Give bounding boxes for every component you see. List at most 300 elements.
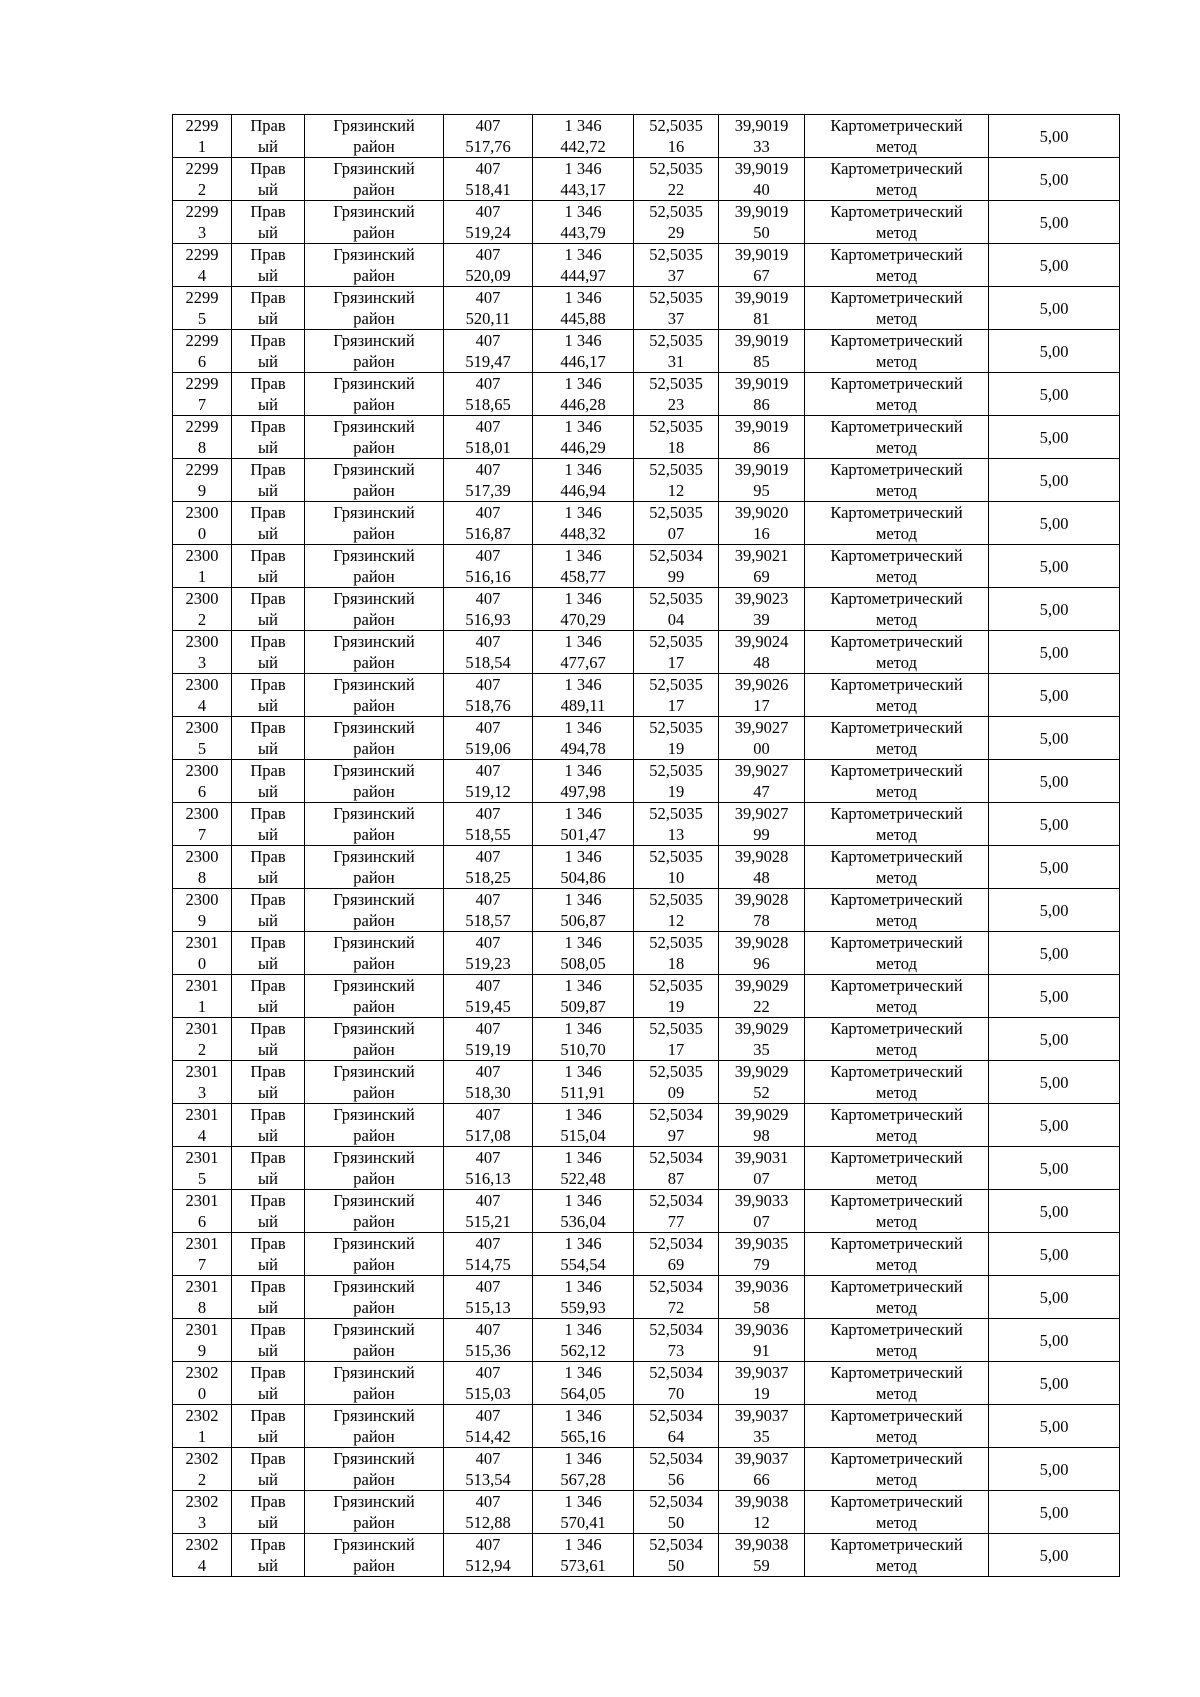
method-cell: [805, 1276, 989, 1319]
side-cell-line: ый: [258, 137, 278, 156]
district-cell-line: Грязинский: [333, 804, 415, 823]
latitude-cell-line: 37: [667, 266, 685, 285]
accuracy-cell: 5,00: [989, 674, 1120, 717]
point-number-cell: [173, 975, 232, 1018]
point-number-cell-line: 2302: [185, 1363, 219, 1382]
point-number-cell-line: 2301: [185, 1191, 219, 1210]
latitude-cell-line: 52,5035: [649, 847, 703, 866]
method-cell-line: метод: [876, 739, 917, 758]
coord-y-cell: [533, 1147, 634, 1190]
point-number-cell: [173, 545, 232, 588]
method-cell-line: метод: [876, 1169, 917, 1188]
side-cell: [232, 373, 305, 416]
longitude-cell: [719, 932, 805, 975]
coord-y-cell: [533, 1448, 634, 1491]
coord-y-cell: [533, 287, 634, 330]
coord-y-cell-line: 489,11: [560, 696, 606, 715]
method-cell-line: метод: [876, 1040, 917, 1059]
table-row: [173, 459, 1120, 502]
coord-y-cell-line: 1 346: [564, 589, 602, 608]
latitude-cell: [634, 1448, 719, 1491]
coord-y-cell-line: 508,05: [560, 954, 606, 973]
point-number-cell: [173, 1276, 232, 1319]
district-cell-line: район: [353, 954, 395, 973]
district-cell-line: Грязинский: [333, 675, 415, 694]
method-cell-line: Картометрический: [830, 1449, 963, 1468]
longitude-cell-line: 35: [753, 1040, 770, 1059]
method-cell-line: Картометрический: [830, 1535, 963, 1554]
coord-y-cell: [533, 631, 634, 674]
side-cell: [232, 1018, 305, 1061]
coord-y-cell: [533, 416, 634, 459]
district-cell: [305, 1147, 444, 1190]
district-cell-line: Грязинский: [333, 1492, 415, 1511]
point-number-cell: [173, 502, 232, 545]
coord-x-cell: [444, 1147, 533, 1190]
latitude-cell: [634, 1104, 719, 1147]
method-cell-line: Картометрический: [830, 503, 963, 522]
district-cell-line: Грязинский: [333, 1105, 415, 1124]
district-cell-line: район: [353, 352, 395, 371]
point-number-cell-line: 2299: [185, 460, 219, 479]
accuracy-cell: 5,00: [989, 201, 1120, 244]
side-cell-line: Прав: [250, 761, 286, 780]
point-number-cell-line: 9: [197, 481, 207, 500]
point-number-cell-line: 2300: [185, 804, 219, 823]
side-cell-line: Прав: [250, 675, 286, 694]
coord-x-cell-line: 407: [475, 245, 501, 264]
coord-y-cell: [533, 846, 634, 889]
coord-x-cell-line: 519,24: [465, 223, 511, 242]
coord-y-cell: [533, 502, 634, 545]
coord-y-cell-line: 1 346: [564, 718, 602, 737]
district-cell: [305, 502, 444, 545]
table-row: [173, 803, 1120, 846]
side-cell: [232, 459, 305, 502]
point-number-cell-line: 3: [197, 223, 207, 242]
district-cell-line: район: [353, 997, 395, 1016]
latitude-cell-line: 52,5034: [649, 1234, 703, 1253]
district-cell: [305, 1534, 444, 1577]
accuracy-cell: 5,00: [989, 1319, 1120, 1362]
point-number-cell-line: 0: [197, 954, 207, 973]
latitude-cell-line: 29: [667, 223, 685, 242]
accuracy-cell: 5,00: [989, 1104, 1120, 1147]
coord-y-cell: [533, 115, 634, 158]
district-cell: [305, 244, 444, 287]
coord-x-cell-line: 407: [475, 675, 501, 694]
longitude-cell-line: 16: [753, 524, 770, 543]
district-cell: [305, 932, 444, 975]
district-cell-line: Грязинский: [333, 460, 415, 479]
coord-y-cell-line: 510,70: [560, 1040, 606, 1059]
side-cell: [232, 1534, 305, 1577]
district-cell-line: район: [353, 180, 395, 199]
side-cell-line: Прав: [250, 1148, 286, 1167]
latitude-cell-line: 52,5034: [649, 1492, 703, 1511]
coord-y-cell: [533, 588, 634, 631]
point-number-cell: [173, 1018, 232, 1061]
side-cell-line: ый: [258, 352, 278, 371]
point-number-cell: [173, 932, 232, 975]
longitude-cell-line: 48: [753, 868, 770, 887]
side-cell-line: Прав: [250, 1277, 286, 1296]
method-cell: [805, 631, 989, 674]
method-cell-line: метод: [876, 1298, 917, 1317]
accuracy-cell: 5,00: [989, 1190, 1120, 1233]
point-number-cell-line: 0: [197, 524, 207, 543]
district-cell: [305, 1061, 444, 1104]
method-cell-line: Картометрический: [830, 460, 963, 479]
side-cell: [232, 846, 305, 889]
accuracy-cell: 5,00: [989, 803, 1120, 846]
coord-x-cell-line: 407: [475, 890, 501, 909]
latitude-cell-line: 52,5034: [649, 1148, 703, 1167]
boundary-points-table: [172, 114, 1120, 1577]
side-cell-line: Прав: [250, 417, 286, 436]
point-number-cell-line: 2301: [185, 1148, 219, 1167]
district-cell: [305, 416, 444, 459]
longitude-cell: [719, 1104, 805, 1147]
latitude-cell-line: 64: [667, 1427, 685, 1446]
side-cell: [232, 330, 305, 373]
district-cell-line: район: [353, 1255, 395, 1274]
point-number-cell: [173, 330, 232, 373]
method-cell-line: Картометрический: [830, 245, 963, 264]
side-cell-line: ый: [258, 309, 278, 328]
district-cell: [305, 674, 444, 717]
longitude-cell: [719, 588, 805, 631]
longitude-cell: [719, 631, 805, 674]
side-cell: [232, 545, 305, 588]
district-cell-line: Грязинский: [333, 159, 415, 178]
coord-y-cell-line: 1 346: [564, 202, 602, 221]
accuracy-cell: 5,00: [989, 889, 1120, 932]
point-number-cell-line: 2301: [185, 976, 219, 995]
coord-x-cell-line: 407: [475, 288, 501, 307]
side-cell-line: Прав: [250, 1449, 286, 1468]
district-cell: [305, 588, 444, 631]
method-cell: [805, 1104, 989, 1147]
point-number-cell: [173, 416, 232, 459]
coord-x-cell: [444, 1276, 533, 1319]
district-cell: [305, 1104, 444, 1147]
accuracy-cell: 5,00: [989, 1448, 1120, 1491]
longitude-cell-line: 66: [753, 1470, 770, 1489]
accuracy-cell: 5,00: [989, 373, 1120, 416]
method-cell-line: Картометрический: [830, 761, 963, 780]
longitude-cell: [719, 1319, 805, 1362]
coord-y-cell-line: 1 346: [564, 675, 602, 694]
coord-x-cell: [444, 201, 533, 244]
district-cell-line: Грязинский: [333, 1191, 415, 1210]
side-cell: [232, 1104, 305, 1147]
coord-y-cell-line: 446,17: [560, 352, 606, 371]
coord-x-cell-line: 518,41: [465, 180, 511, 199]
side-cell-line: Прав: [250, 159, 286, 178]
coord-x-cell-line: 518,57: [465, 911, 511, 930]
method-cell-line: метод: [876, 266, 917, 285]
coord-y-cell: [533, 932, 634, 975]
coord-x-cell-line: 519,12: [465, 782, 511, 801]
latitude-cell-line: 70: [667, 1384, 685, 1403]
district-cell: [305, 1491, 444, 1534]
longitude-cell-line: 39,9028: [734, 933, 789, 952]
table-row: [173, 330, 1120, 373]
latitude-cell: [634, 1362, 719, 1405]
coord-x-cell: [444, 1405, 533, 1448]
longitude-cell-line: 39,9019: [734, 417, 789, 436]
coord-x-cell-line: 407: [475, 804, 501, 823]
latitude-cell-line: 12: [667, 911, 685, 930]
table-row: [173, 1190, 1120, 1233]
district-cell-line: район: [353, 782, 395, 801]
table-row: [173, 975, 1120, 1018]
coord-y-cell: [533, 545, 634, 588]
latitude-cell-line: 31: [667, 352, 685, 371]
district-cell-line: Грязинский: [333, 1019, 415, 1038]
coord-y-cell-line: 1 346: [564, 245, 602, 264]
coord-y-cell: [533, 459, 634, 502]
method-cell: [805, 244, 989, 287]
method-cell-line: Картометрический: [830, 933, 963, 952]
latitude-cell-line: 52,5035: [649, 675, 703, 694]
side-cell: [232, 1190, 305, 1233]
coord-x-cell: [444, 975, 533, 1018]
coord-x-cell: [444, 1362, 533, 1405]
accuracy-cell: 5,00: [989, 631, 1120, 674]
point-number-cell-line: 2300: [185, 847, 219, 866]
longitude-cell: [719, 1276, 805, 1319]
latitude-cell-line: 97: [667, 1126, 685, 1145]
coord-x-cell-line: 407: [475, 1105, 501, 1124]
coord-x-cell: [444, 244, 533, 287]
latitude-cell: [634, 631, 719, 674]
side-cell-line: ый: [258, 653, 278, 672]
longitude-cell: [719, 545, 805, 588]
coord-y-cell-line: 1 346: [564, 546, 602, 565]
latitude-cell-line: 73: [667, 1341, 685, 1360]
longitude-cell-line: 17: [753, 696, 770, 715]
coord-y-cell-line: 559,93: [560, 1298, 606, 1317]
point-number-cell: [173, 1534, 232, 1577]
method-cell-line: метод: [876, 567, 917, 586]
coord-x-cell: [444, 631, 533, 674]
district-cell-line: Грязинский: [333, 1406, 415, 1425]
latitude-cell-line: 50: [667, 1513, 685, 1532]
method-cell-line: Картометрический: [830, 417, 963, 436]
coord-x-cell-line: 407: [475, 632, 501, 651]
coord-x-cell-line: 518,76: [465, 696, 511, 715]
method-cell: [805, 760, 989, 803]
longitude-cell-line: 96: [753, 954, 770, 973]
point-number-cell: [173, 588, 232, 631]
coord-y-cell-line: 497,98: [560, 782, 606, 801]
district-cell-line: Грязинский: [333, 331, 415, 350]
point-number-cell: [173, 1448, 232, 1491]
longitude-cell: [719, 244, 805, 287]
longitude-cell-line: 67: [753, 266, 770, 285]
coord-y-cell-line: 446,94: [560, 481, 606, 500]
latitude-cell-line: 19: [667, 739, 685, 758]
coord-y-cell-line: 1 346: [564, 1019, 602, 1038]
longitude-cell-line: 39,9038: [734, 1535, 789, 1554]
coord-y-cell: [533, 1276, 634, 1319]
latitude-cell-line: 52,5035: [649, 159, 703, 178]
side-cell-line: ый: [258, 180, 278, 199]
longitude-cell-line: 33: [753, 137, 770, 156]
table-row: [173, 1147, 1120, 1190]
district-cell-line: Грязинский: [333, 1062, 415, 1081]
coord-x-cell-line: 512,94: [465, 1556, 511, 1575]
method-cell-line: Картометрический: [830, 331, 963, 350]
coord-x-cell-line: 407: [475, 331, 501, 350]
district-cell-line: Грязинский: [333, 1277, 415, 1296]
accuracy-cell: 5,00: [989, 1362, 1120, 1405]
latitude-cell-line: 52,5034: [649, 546, 703, 565]
point-number-cell-line: 6: [197, 1212, 207, 1231]
latitude-cell-line: 52,5034: [649, 1320, 703, 1339]
coord-y-cell-line: 1 346: [564, 1492, 602, 1511]
side-cell: [232, 1448, 305, 1491]
method-cell-line: Картометрический: [830, 890, 963, 909]
latitude-cell: [634, 932, 719, 975]
point-number-cell-line: 6: [197, 352, 207, 371]
district-cell-line: Грязинский: [333, 1148, 415, 1167]
latitude-cell-line: 12: [667, 481, 685, 500]
district-cell: [305, 115, 444, 158]
point-number-cell-line: 2301: [185, 1062, 219, 1081]
method-cell: [805, 545, 989, 588]
point-number-cell: [173, 201, 232, 244]
point-number-cell-line: 2: [197, 610, 207, 629]
side-cell-line: Прав: [250, 1105, 286, 1124]
coord-x-cell: [444, 115, 533, 158]
coord-x-cell-line: 407: [475, 1320, 501, 1339]
coord-x-cell-line: 407: [475, 417, 501, 436]
point-number-cell: [173, 1491, 232, 1534]
district-cell-line: район: [353, 825, 395, 844]
latitude-cell-line: 17: [667, 1040, 685, 1059]
accuracy-cell: 5,00: [989, 158, 1120, 201]
latitude-cell-line: 07: [667, 524, 685, 543]
point-number-cell-line: 2: [197, 180, 207, 199]
coord-x-cell: [444, 1190, 533, 1233]
point-number-cell-line: 1: [197, 137, 207, 156]
side-cell: [232, 502, 305, 545]
coord-y-cell-line: 494,78: [560, 739, 606, 758]
latitude-cell: [634, 244, 719, 287]
district-cell-line: район: [353, 524, 395, 543]
coord-y-cell-line: 470,29: [560, 610, 606, 629]
point-number-cell-line: 3: [197, 1513, 207, 1532]
coord-y-cell-line: 1 346: [564, 288, 602, 307]
coord-y-cell-line: 1 346: [564, 331, 602, 350]
coord-x-cell-line: 407: [475, 460, 501, 479]
district-cell-line: Грязинский: [333, 718, 415, 737]
accuracy-cell: 5,00: [989, 1405, 1120, 1448]
district-cell: [305, 459, 444, 502]
longitude-cell-line: 39,9019: [734, 116, 789, 135]
coord-x-cell: [444, 803, 533, 846]
method-cell-line: метод: [876, 911, 917, 930]
coord-y-cell-line: 564,05: [560, 1384, 606, 1403]
coord-y-cell-line: 522,48: [560, 1169, 606, 1188]
longitude-cell-line: 40: [753, 180, 770, 199]
side-cell: [232, 1491, 305, 1534]
point-number-cell-line: 2301: [185, 1234, 219, 1253]
side-cell-line: ый: [258, 610, 278, 629]
longitude-cell-line: 47: [753, 782, 770, 801]
coord-x-cell-line: 519,45: [465, 997, 511, 1016]
longitude-cell-line: 39: [753, 610, 770, 629]
latitude-cell: [634, 1319, 719, 1362]
district-cell-line: район: [353, 223, 395, 242]
latitude-cell: [634, 545, 719, 588]
coord-y-cell-line: 1 346: [564, 1406, 602, 1425]
district-cell-line: район: [353, 1040, 395, 1059]
latitude-cell-line: 52,5035: [649, 417, 703, 436]
latitude-cell-line: 19: [667, 782, 685, 801]
point-number-cell: [173, 1061, 232, 1104]
side-cell-line: Прав: [250, 331, 286, 350]
coord-x-cell-line: 407: [475, 847, 501, 866]
longitude-cell-line: 39,9026: [734, 675, 789, 694]
side-cell: [232, 1061, 305, 1104]
coord-y-cell: [533, 1362, 634, 1405]
district-cell-line: район: [353, 567, 395, 586]
latitude-cell-line: 52,5035: [649, 933, 703, 952]
table-row: [173, 846, 1120, 889]
longitude-cell-line: 81: [753, 309, 770, 328]
coord-y-cell-line: 504,86: [560, 868, 606, 887]
point-number-cell-line: 2: [197, 1470, 207, 1489]
coord-y-cell: [533, 244, 634, 287]
side-cell-line: ый: [258, 954, 278, 973]
table-row: [173, 1104, 1120, 1147]
latitude-cell: [634, 201, 719, 244]
point-number-cell-line: 2302: [185, 1535, 219, 1554]
latitude-cell-line: 22: [667, 180, 685, 199]
side-cell-line: Прав: [250, 1062, 286, 1081]
table-row: [173, 1534, 1120, 1577]
latitude-cell-line: 52,5034: [649, 1105, 703, 1124]
latitude-cell: [634, 1147, 719, 1190]
side-cell-line: Прав: [250, 1320, 286, 1339]
coord-x-cell-line: 518,25: [465, 868, 511, 887]
side-cell-line: ый: [258, 395, 278, 414]
longitude-cell-line: 39,9033: [734, 1191, 789, 1210]
coord-x-cell-line: 407: [475, 546, 501, 565]
coord-x-cell-line: 407: [475, 503, 501, 522]
latitude-cell-line: 77: [667, 1212, 685, 1231]
longitude-cell-line: 39,9028: [734, 890, 789, 909]
table-row: [173, 717, 1120, 760]
method-cell-line: Картометрический: [830, 1363, 963, 1382]
method-cell-line: метод: [876, 1513, 917, 1532]
latitude-cell-line: 10: [667, 868, 685, 887]
district-cell: [305, 717, 444, 760]
accuracy-cell: 5,00: [989, 287, 1120, 330]
side-cell: [232, 760, 305, 803]
side-cell-line: Прав: [250, 374, 286, 393]
table-row: [173, 545, 1120, 588]
coord-y-cell-line: 562,12: [560, 1341, 606, 1360]
side-cell-line: ый: [258, 782, 278, 801]
accuracy-cell: 5,00: [989, 588, 1120, 631]
side-cell: [232, 1233, 305, 1276]
coord-x-cell-line: 407: [475, 1062, 501, 1081]
